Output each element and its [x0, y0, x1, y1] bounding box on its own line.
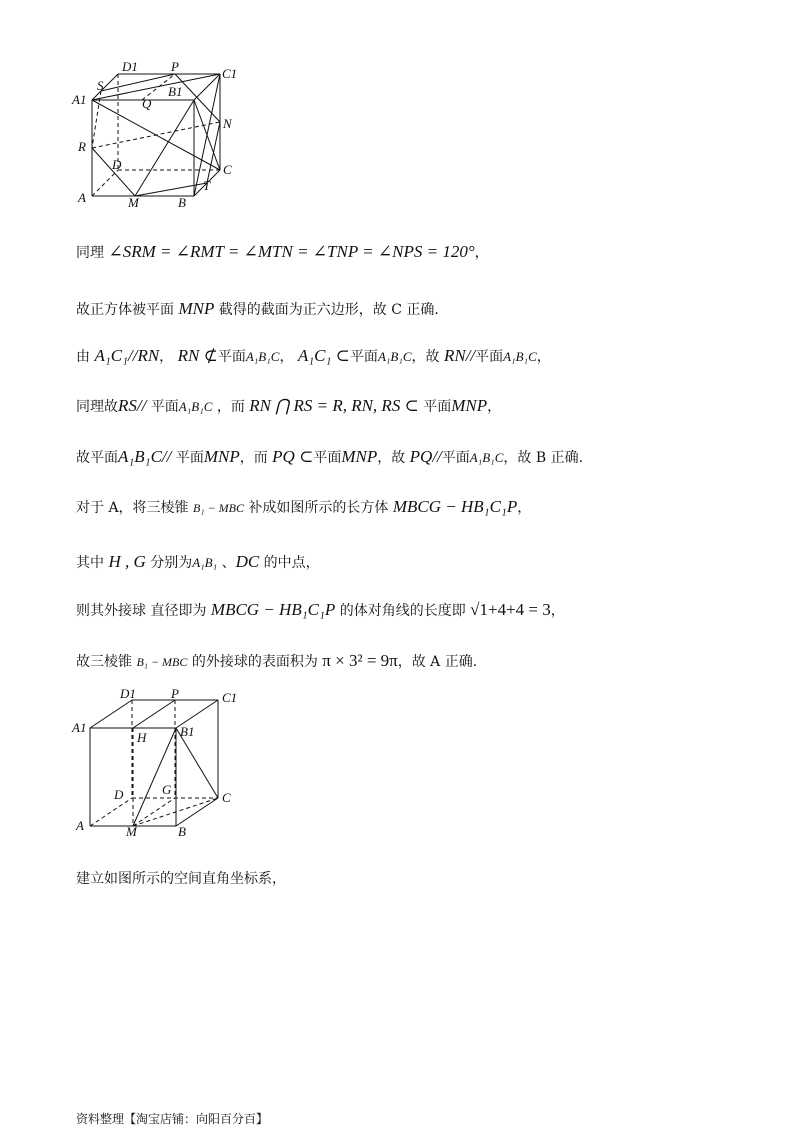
- line-plane-parallel: 故平面A₁B₁C// 平面MNP，而 PQ ⊂平面MNP，故 PQ//平面A₁B₁C，故 B 正确.: [76, 447, 584, 466]
- figure-cuboid-tetrahedron: [70, 686, 250, 838]
- label-m-fig2: M: [126, 824, 137, 838]
- page-footer: 资料整理【淘宝店铺：向阳百分百】: [76, 1112, 269, 1126]
- label-a1: A1: [72, 92, 87, 107]
- label-d: D: [112, 157, 122, 172]
- label-p: P: [171, 59, 179, 74]
- line-midpoints: 其中 H , G 分别为A₁B₁ 、DC 的中点，: [76, 552, 320, 571]
- label-h-fig2: H: [137, 730, 147, 745]
- line-rs-parallel: 同理故RS// 平面A₁B₁C ，而 RN ⋂ RS = R, RN, RS ⊂ 平面MNP，: [76, 396, 502, 415]
- line-angles: 同理 ∠SRM = ∠RMT = ∠MTN = ∠TNP = ∠NPS = 120°，: [76, 242, 489, 261]
- label-b1: B1: [168, 84, 183, 99]
- line-complete-cuboid: 对于 A，将三棱锥 B₁ − MBC 补成如图所示的长方体 MBCG − HB₁C₁P，: [76, 497, 532, 516]
- label-t: T: [203, 178, 211, 193]
- label-a1-fig2: A1: [72, 720, 87, 735]
- label-b: B: [178, 195, 186, 208]
- label-c-fig2: C: [222, 790, 231, 805]
- label-d-fig2: D: [114, 787, 124, 802]
- label-b1-fig2: B1: [180, 724, 195, 739]
- label-g-fig2: G: [162, 782, 172, 797]
- figure-cube-hexagon-section: [70, 58, 250, 208]
- label-a-fig2: A: [76, 818, 84, 833]
- label-q: Q: [142, 96, 152, 111]
- label-m: M: [128, 195, 139, 208]
- label-s: S: [97, 78, 104, 93]
- label-c1: C1: [222, 66, 238, 81]
- label-n: N: [223, 116, 232, 131]
- line-surface-area: 故三棱锥 B₁ − MBC 的外接球的表面积为 π × 3² = 9π，故 A 正确.: [76, 651, 478, 670]
- line-rn-parallel: 由 A₁C₁//RN， RN ⊄平面A₁B₁C， A₁C₁ ⊂平面A₁B₁C，故 RN//平面A₁B₁C，: [76, 346, 551, 365]
- label-c1-fig2: C1: [222, 690, 238, 705]
- line-hexagon: 故正方体被平面 MNP 截得的截面为正六边形，故 C 正确.: [76, 299, 439, 318]
- label-d1: D1: [122, 59, 138, 74]
- line-coordinate-system: 建立如图所示的空间直角坐标系，: [76, 871, 286, 887]
- line-diameter: 则其外接球 直径即为 MBCG − HB₁C₁P 的体对角线的长度即 √1+4+4 = 3，: [76, 600, 565, 619]
- label-c: C: [223, 162, 232, 177]
- label-r: R: [78, 139, 86, 154]
- label-a: A: [78, 190, 86, 205]
- label-b-fig2: B: [178, 824, 186, 838]
- label-d1-fig2: D1: [120, 686, 136, 701]
- label-p-fig2: P: [171, 686, 179, 701]
